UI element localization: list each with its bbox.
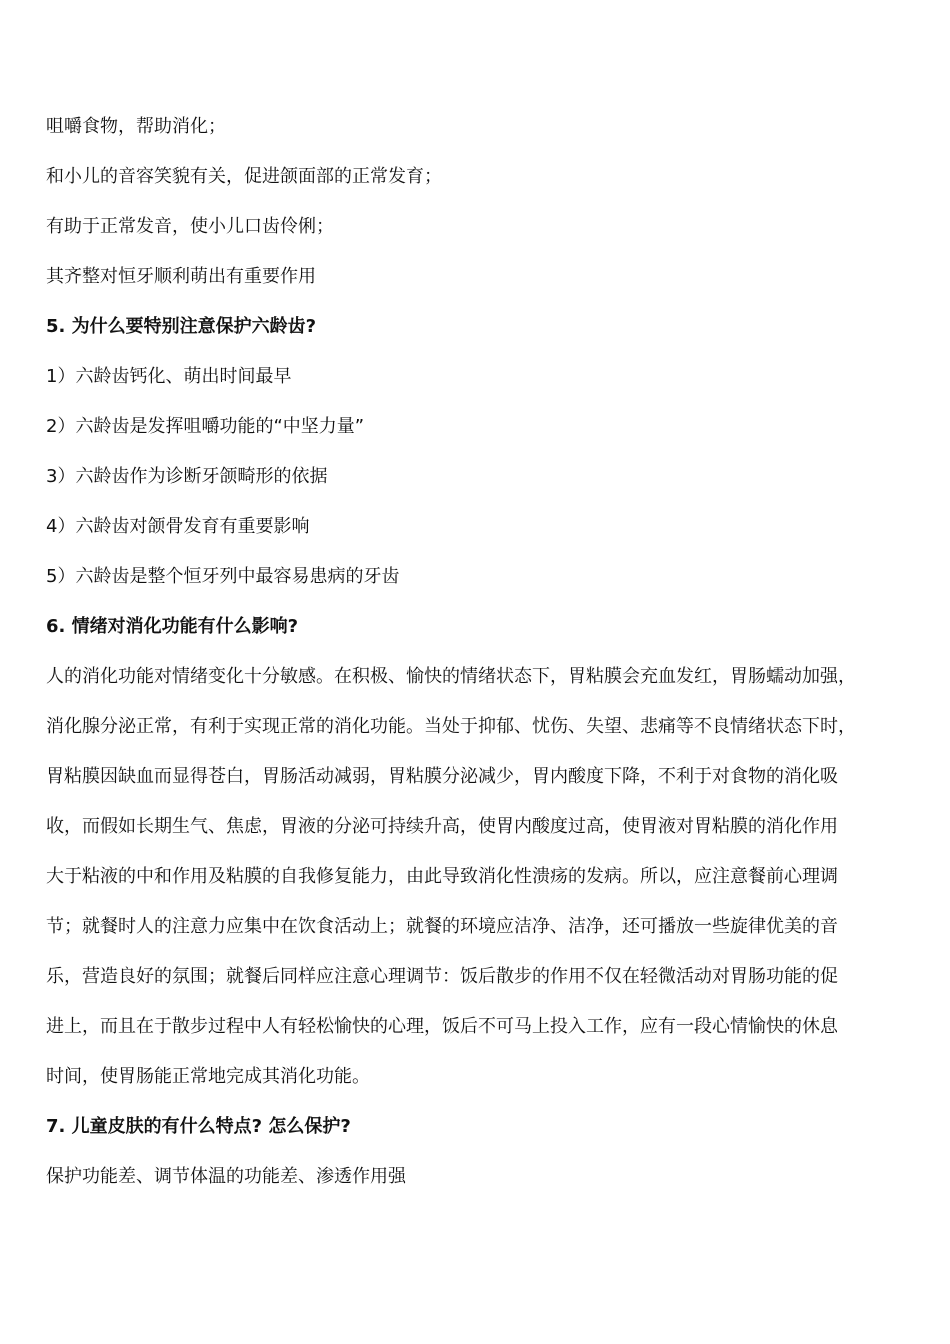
intro-line: 和小儿的音容笑貌有关，促进颌面部的正常发育； (46, 166, 442, 187)
question-5-section (46, 302, 906, 602)
paragraph-line: 节；就餐时人的注意力应集中在饮食活动上；就餐的环境应洁净、洁净，还可播放一些旋律优美的音 (46, 916, 838, 937)
question-5-heading: 5. 为什么要特别注意保护六龄齿? (46, 316, 317, 337)
question-5-item: 3）六龄齿作为诊断牙颌畸形的依据 (46, 466, 328, 487)
question-5-item: 2）六龄齿是发挥咀嚼功能的“中坚力量” (46, 416, 365, 437)
paragraph-line: 收，而假如长期生气、焦虑，胃液的分泌可持续升高，使胃内酸度过高，使胃液对胃粘膜的消化作用 (46, 816, 838, 837)
paragraph-line: 进上，而且在于散步过程中人有轻松愉快的心理，饭后不可马上投入工作，应有一段心情愉快的休息 (46, 1016, 838, 1037)
intro-line: 咀嚼食物，帮助消化； (46, 116, 226, 137)
paragraph-line: 胃粘膜因缺血而显得苍白，胃肠活动减弱，胃粘膜分泌减少，胃内酸度下降，不利于对食物的消化吸 (46, 766, 838, 787)
question-7-heading: 7. 儿童皮肤的有什么特点? 怎么保护? (46, 1116, 351, 1137)
question-7-answer: 保护功能差、调节体温的功能差、渗透作用强 (46, 1166, 406, 1187)
document-page (46, 102, 906, 1202)
question-6-heading: 6. 情绪对消化功能有什么影响? (46, 616, 299, 637)
question-6-paragraph (46, 652, 906, 1102)
question-5-item: 1）六龄齿钙化、萌出时间最早 (46, 366, 292, 387)
paragraph-line: 人的消化功能对情绪变化十分敏感。在积极、愉快的情绪状态下，胃粘膜会充血发红，胃肠蠕动加强， (46, 666, 856, 687)
question-5-item: 5）六龄齿是整个恒牙列中最容易患病的牙齿 (46, 566, 400, 587)
paragraph-line: 时间，使胃肠能正常地完成其消化功能。 (46, 1066, 370, 1087)
paragraph-line: 乐，营造良好的氛围；就餐后同样应注意心理调节：饭后散步的作用不仅在轻微活动对胃肠功能的促 (46, 966, 838, 987)
question-6-section (46, 602, 906, 1102)
paragraph-line: 消化腺分泌正常，有利于实现正常的消化功能。当处于抑郁、忧伤、失望、悲痛等不良情绪状态下时， (46, 716, 856, 737)
intro-line: 其齐整对恒牙顺利萌出有重要作用 (46, 266, 316, 287)
question-7-section (46, 1102, 906, 1202)
intro-line: 有助于正常发音，使小儿口齿伶俐； (46, 216, 334, 237)
paragraph-line: 大于粘液的中和作用及粘膜的自我修复能力，由此导致消化性溃疡的发病。所以，应注意餐前心理调 (46, 866, 838, 887)
question-5-item: 4）六龄齿对颌骨发育有重要影响 (46, 516, 310, 537)
intro-list (46, 102, 906, 302)
